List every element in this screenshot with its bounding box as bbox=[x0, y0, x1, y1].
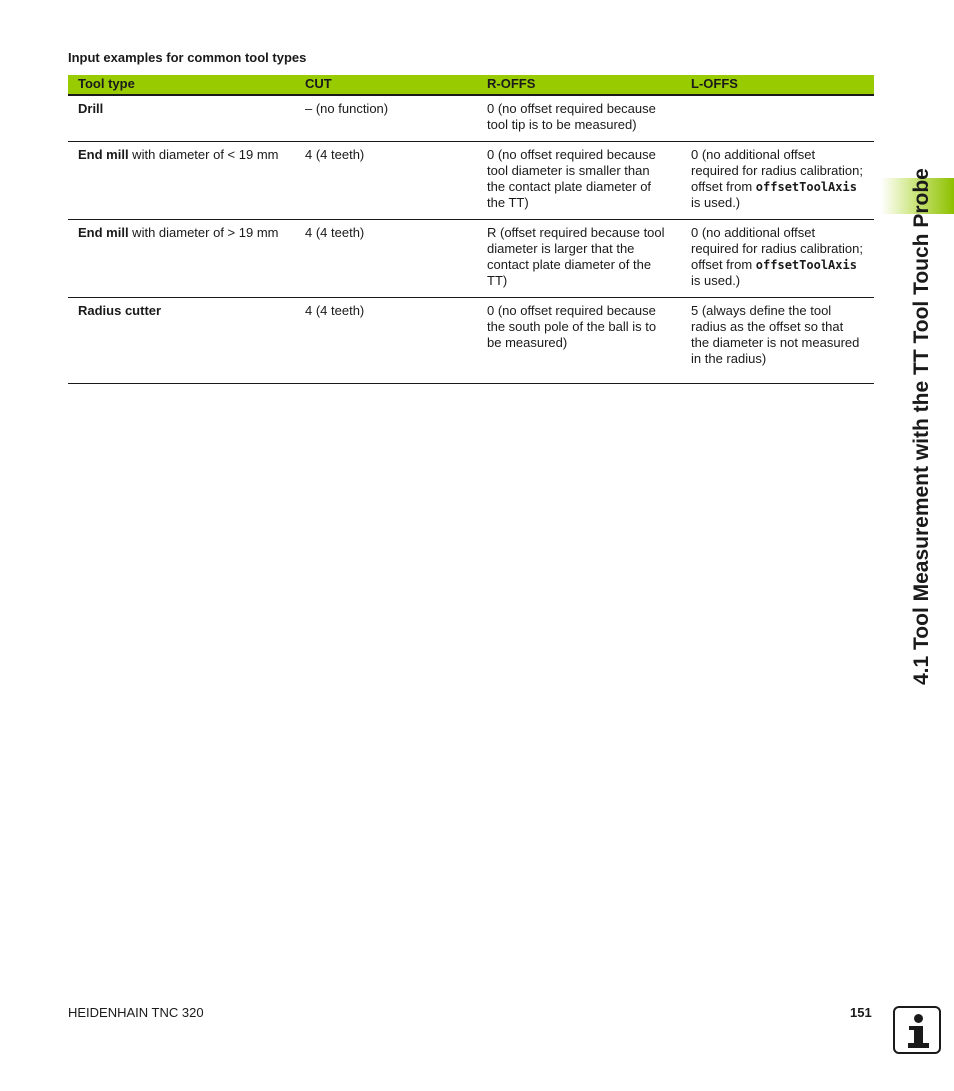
l-offs-suffix: is used.) bbox=[691, 273, 741, 288]
page-number: 151 bbox=[850, 1005, 872, 1020]
tool-name: End mill bbox=[78, 225, 129, 240]
l-offs-text: 5 (always define the tool radius as the offset so that the diameter is not measured in the radius) bbox=[691, 303, 860, 366]
tool-detail: with diameter of < 19 mm bbox=[128, 147, 279, 162]
header-r-offs: R-OFFS bbox=[477, 75, 681, 95]
info-icon bbox=[893, 1006, 941, 1054]
table-header-row bbox=[68, 75, 874, 95]
chapter-side-title: 4.1 Tool Measurement with the TT Tool Touch Probe bbox=[910, 168, 933, 685]
table-row bbox=[68, 142, 874, 220]
cell-r-offs: 0 (no offset required because tool tip is to be measured) bbox=[477, 95, 681, 142]
table-row bbox=[68, 298, 874, 384]
cell-cut: 4 (4 teeth) bbox=[295, 298, 477, 384]
header-cut: CUT bbox=[295, 75, 477, 95]
l-offs-code: offsetToolAxis bbox=[755, 258, 857, 272]
l-offs-suffix: is used.) bbox=[691, 195, 741, 210]
tool-types-table bbox=[68, 75, 874, 384]
l-offs-code: offsetToolAxis bbox=[755, 180, 857, 194]
cell-cut: 4 (4 teeth) bbox=[295, 220, 477, 298]
header-l-offs: L-OFFS bbox=[681, 75, 874, 95]
table-row bbox=[68, 220, 874, 298]
cell-tool-type bbox=[68, 220, 295, 298]
tool-detail: with diameter of > 19 mm bbox=[128, 225, 279, 240]
tool-name: Radius cutter bbox=[78, 303, 162, 318]
cell-r-offs: R (offset required because tool diameter is larger that the contact plate diameter of the TT) bbox=[477, 220, 681, 298]
header-tool-type: Tool type bbox=[68, 75, 295, 95]
cell-tool-type bbox=[68, 142, 295, 220]
cell-tool-type bbox=[68, 95, 295, 142]
cell-l-offs bbox=[681, 298, 874, 384]
cell-l-offs bbox=[681, 220, 874, 298]
cell-r-offs: 0 (no offset required because tool diameter is smaller than the contact plate diameter of the TT) bbox=[477, 142, 681, 220]
tool-name: End mill bbox=[78, 147, 129, 162]
cell-l-offs bbox=[681, 142, 874, 220]
cell-cut: – (no function) bbox=[295, 95, 477, 142]
cell-cut: 4 (4 teeth) bbox=[295, 142, 477, 220]
footer-product-name: HEIDENHAIN TNC 320 bbox=[68, 1005, 204, 1020]
tool-name: Drill bbox=[78, 101, 104, 116]
cell-l-offs bbox=[681, 95, 874, 142]
table-caption: Input examples for common tool types bbox=[68, 50, 307, 65]
cell-r-offs: 0 (no offset required because the south pole of the ball is to be measured) bbox=[477, 298, 681, 384]
cell-tool-type bbox=[68, 298, 295, 384]
table-row bbox=[68, 95, 874, 142]
l-offs-text: 0 (no additional offset required for radius calibration; offset from bbox=[691, 225, 863, 272]
l-offs-text: 0 (no additional offset required for radius calibration; offset from bbox=[691, 147, 863, 194]
